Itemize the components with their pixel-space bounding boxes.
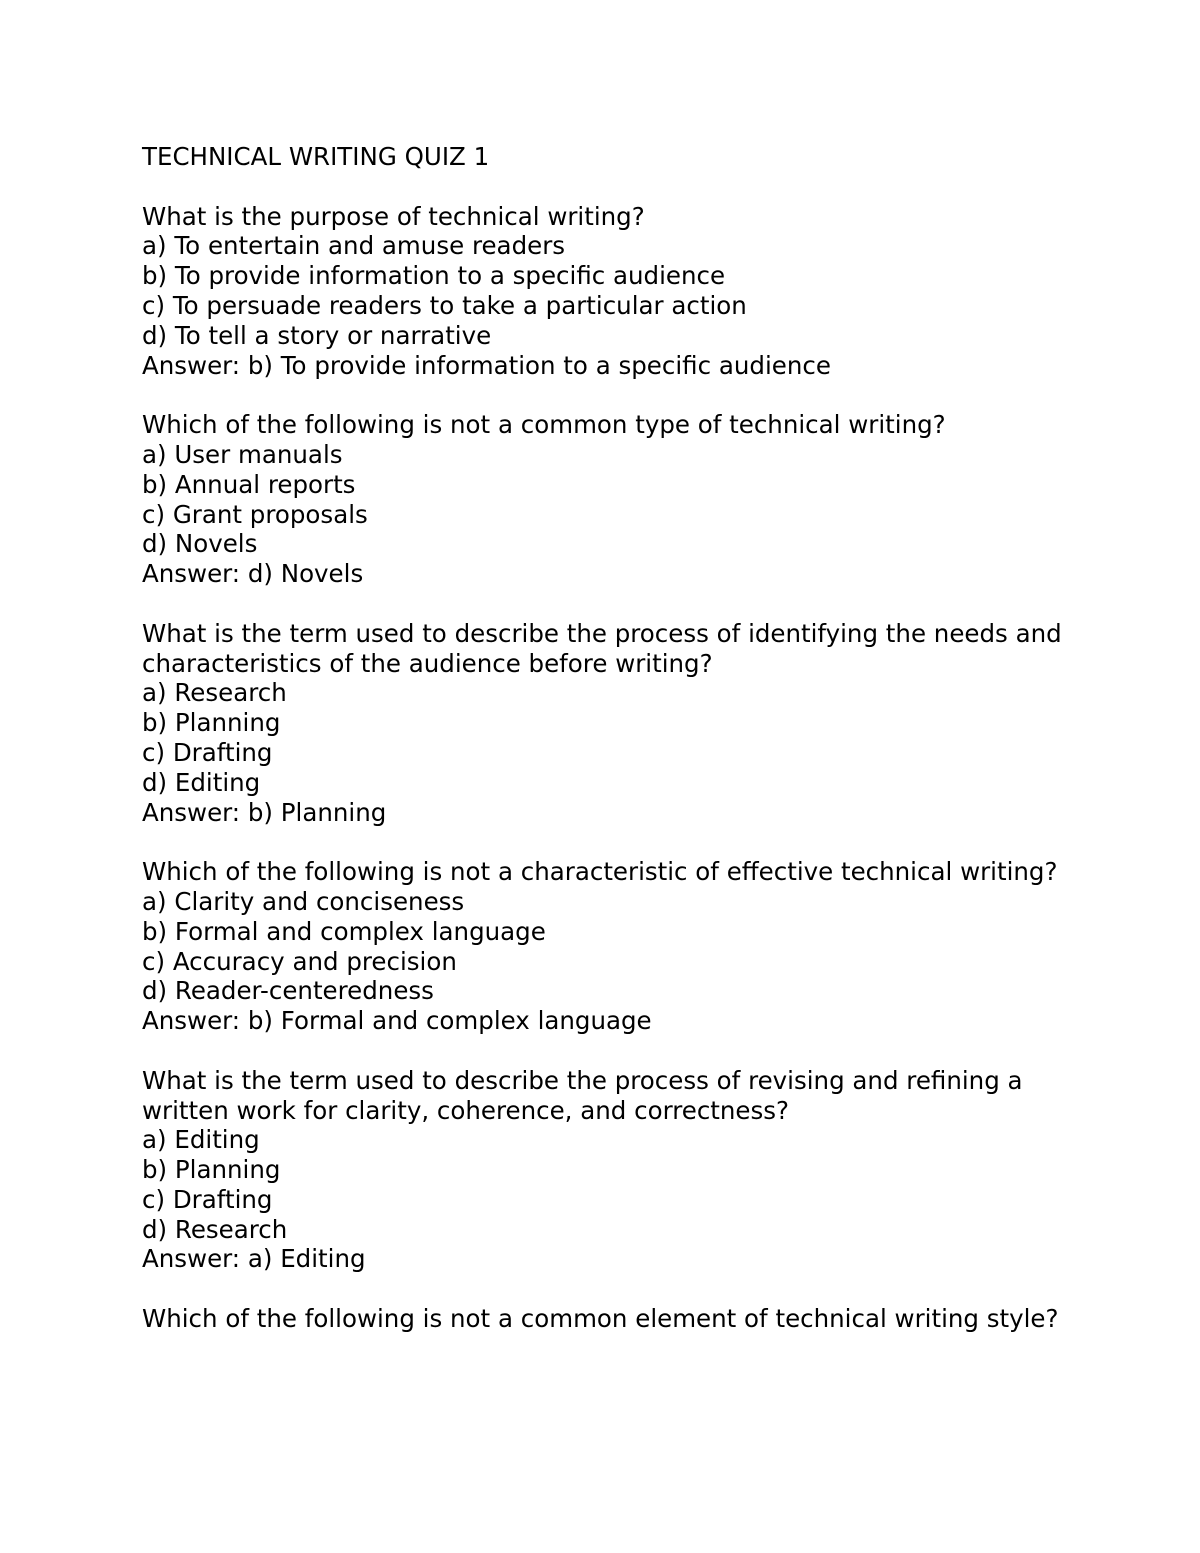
option-c: c) Accuracy and precision <box>142 946 457 976</box>
question-1 <box>142 202 1082 381</box>
option-d: d) Research <box>142 1214 288 1244</box>
option-b: b) To provide information to a specific audience <box>142 261 726 291</box>
option-c: c) Drafting <box>142 1184 273 1214</box>
option-list <box>142 678 1082 797</box>
option-b: b) Formal and complex language <box>142 916 546 946</box>
option-d: d) Editing <box>142 767 261 797</box>
option-b: b) Planning <box>142 1155 281 1185</box>
option-list <box>142 1125 1082 1244</box>
option-a: a) Clarity and conciseness <box>142 886 465 916</box>
question-text: What is the purpose of technical writing? <box>142 201 645 231</box>
option-d: d) Reader-centeredness <box>142 976 434 1006</box>
option-a: a) User manuals <box>142 439 343 469</box>
answer-line: Answer: b) Planning <box>142 797 387 827</box>
question-3 <box>142 619 1082 828</box>
option-a: a) To entertain and amuse readers <box>142 231 566 261</box>
option-list <box>142 231 1082 350</box>
question-text: What is the term used to describe the process of revising and refining a written work for clarity, coherence, and correctness? <box>142 1065 1023 1125</box>
option-c: c) Grant proposals <box>142 499 368 529</box>
question-text: Which of the following is not a common type of technical writing? <box>142 410 946 440</box>
question-text: Which of the following is not a characteristic of effective technical writing? <box>142 857 1058 887</box>
question-6 <box>142 1304 1082 1334</box>
answer-line: Answer: a) Editing <box>142 1244 366 1274</box>
option-b: b) Planning <box>142 708 281 738</box>
option-c: c) Drafting <box>142 737 273 767</box>
option-a: a) Research <box>142 678 287 708</box>
document-body <box>142 142 1082 1334</box>
option-list <box>142 440 1082 559</box>
option-d: d) To tell a story or narrative <box>142 320 492 350</box>
quiz-title: TECHNICAL WRITING QUIZ 1 <box>142 142 490 171</box>
question-text: What is the term used to describe the process of identifying the needs and characteristics of the audience before writing? <box>142 618 1062 678</box>
option-list <box>142 887 1082 1006</box>
answer-line: Answer: b) Formal and complex language <box>142 1006 652 1036</box>
question-2 <box>142 410 1082 589</box>
option-a: a) Editing <box>142 1125 260 1155</box>
option-d: d) Novels <box>142 529 258 559</box>
option-c: c) To persuade readers to take a particular action <box>142 290 747 320</box>
answer-line: Answer: d) Novels <box>142 559 364 589</box>
answer-line: Answer: b) To provide information to a specific audience <box>142 350 831 380</box>
question-4 <box>142 857 1082 1036</box>
option-b: b) Annual reports <box>142 469 356 499</box>
question-text: Which of the following is not a common element of technical writing style? <box>142 1304 1059 1334</box>
question-5 <box>142 1066 1082 1275</box>
